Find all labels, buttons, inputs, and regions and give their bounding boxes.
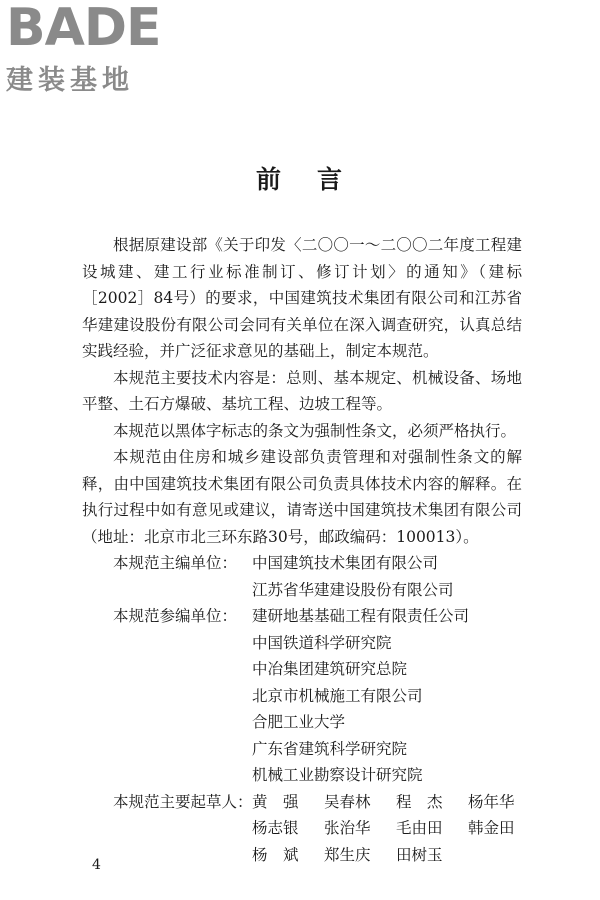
drafter-name: 张治华 xyxy=(324,819,371,837)
paragraph: 本规范以黑体字标志的条文为强制性条文，必须严格执行。 xyxy=(113,421,517,440)
title-char-2: 言 xyxy=(317,165,345,194)
drafters xyxy=(82,789,522,869)
unit-item: 北京市机械施工有限公司 xyxy=(252,686,423,705)
drafter-name: 田树玉 xyxy=(396,845,443,864)
drafter-name: 吴春林 xyxy=(324,792,371,811)
page-title xyxy=(0,160,600,196)
unit-item: 合肥工业大学 xyxy=(252,713,346,731)
drafter-name: 杨 斌 xyxy=(252,845,299,864)
unit-item: 中冶集团建筑研究总院 xyxy=(252,660,408,678)
paragraph: 根据原建设部《关于印发〈二〇〇一～二〇〇二年度工程建设城建、建工行业标准制订、修订计划〉的通知》（建标［2002］84号）的要求，中国建筑技术集团有限公司和江苏省华建建设股份有限公司会同有关单位在深入调查研究，认真总结实践经验，并广泛征求意见的基础上，制定本规范。 xyxy=(82,236,522,360)
drafter-name: 杨志银 xyxy=(252,819,299,837)
logo-subtitle: 建装基地 xyxy=(6,65,134,96)
drafters-list xyxy=(252,789,540,869)
logo xyxy=(6,0,176,97)
paragraph: 本规范由住房和城乡建设部负责管理和对强制性条文的解释，由中国建筑技术集团有限公司负责具体技术内容的解释。在执行过程中如有意见或建议，请寄送中国建筑技术集团有限公司（地址：北京市北三环东路30号，邮政编码：100013）。 xyxy=(82,448,522,546)
unit-item: 建研地基基础工程有限责任公司 xyxy=(252,607,470,625)
drafter-name: 程 杰 xyxy=(396,792,443,811)
chief-units-list xyxy=(252,550,522,603)
unit-item: 中国铁道科学研究院 xyxy=(252,633,392,652)
foreword-body xyxy=(82,232,522,868)
drafter-name: 韩金田 xyxy=(468,819,515,837)
page-number: 4 xyxy=(92,857,101,873)
logo-mark: BADE xyxy=(6,0,161,58)
unit-item: 江苏省华建建设股份有限公司 xyxy=(252,580,454,599)
drafter-name: 黄 强 xyxy=(252,792,299,811)
unit-item: 中国建筑技术集团有限公司 xyxy=(252,554,439,572)
participating-units-label: 本规范参编单位： xyxy=(113,607,238,625)
participating-units xyxy=(82,603,522,789)
unit-item: 机械工业勘察设计研究院 xyxy=(252,766,423,784)
chief-units xyxy=(82,550,522,603)
unit-item: 广东省建筑科学研究院 xyxy=(252,739,408,758)
participating-units-list xyxy=(252,603,522,789)
chief-units-label: 本规范主编单位： xyxy=(113,554,238,572)
drafter-name: 毛由田 xyxy=(396,819,443,837)
drafter-name: 杨年华 xyxy=(468,792,515,811)
paragraph: 本规范主要技术内容是：总则、基本规定、机械设备、场地平整、土石方爆破、基坑工程、边坡工程等。 xyxy=(82,368,522,413)
drafter-name: 郑生庆 xyxy=(324,845,371,864)
title-char-1: 前 xyxy=(255,165,283,194)
drafters-label: 本规范主要起草人： xyxy=(113,792,253,811)
